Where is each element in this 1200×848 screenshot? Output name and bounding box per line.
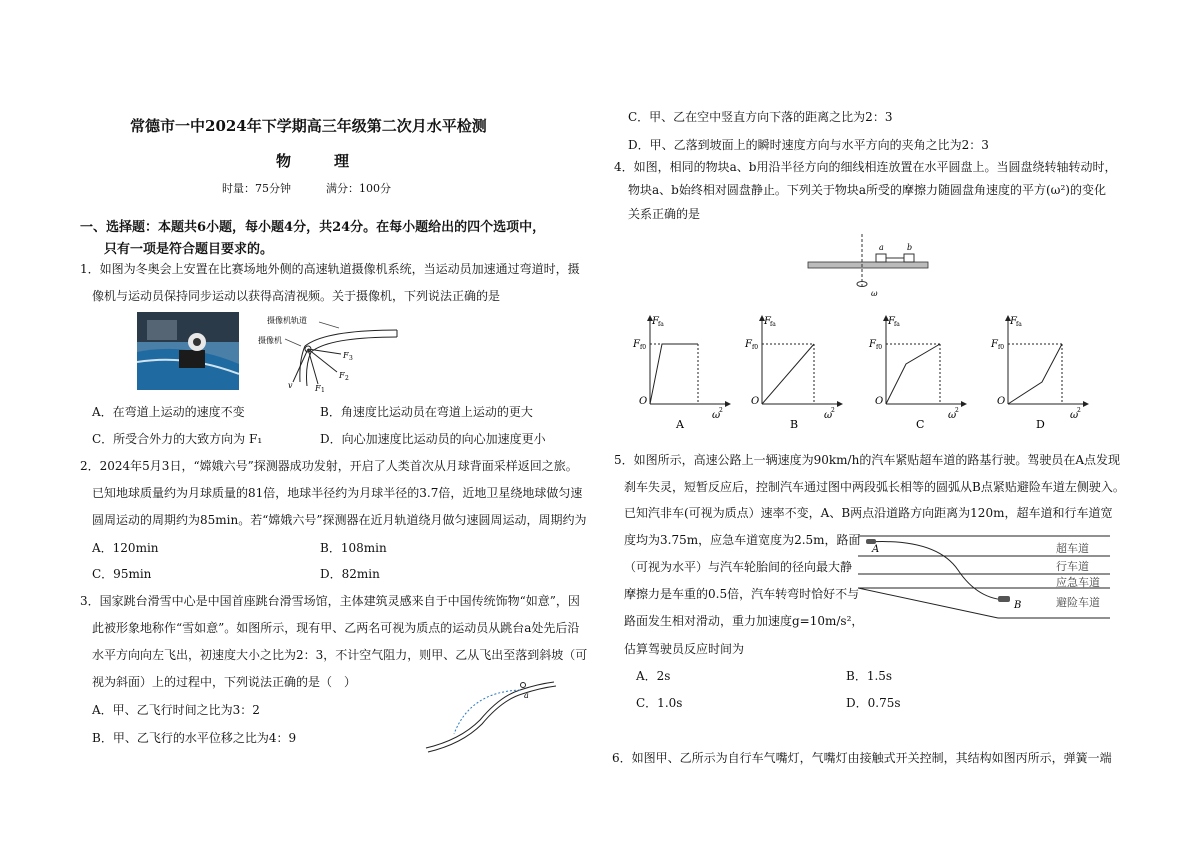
q5-stem-line5: （可视为水平）与汽车轮胎间的径向最大静 xyxy=(624,560,853,574)
q4-graph-b-f0: F xyxy=(745,339,752,350)
q4-graph-d-label: D xyxy=(1036,418,1045,431)
q4-graph-a-label: A xyxy=(676,418,684,431)
q1-stem-line1: 1．如图为冬奥会上安置在比赛场地外侧的高速轨道摄像机系统，当运动员加速通过弯道时，摄 xyxy=(80,262,580,276)
q4-graph-a-f: F xyxy=(652,316,659,327)
q4-graph-a xyxy=(632,316,730,431)
q4-graph-d-f: F xyxy=(1010,316,1017,327)
q2-stem-line3: 圆周运动的周期约为85min。若“嫦娥六号”探测器在近月轨道绕月做匀速圆周运动，周期约为 xyxy=(92,513,587,527)
q3-fig-point-a: a xyxy=(524,691,529,700)
q5-stem-line1: 5．如图所示，高速公路上一辆速度为90km/h的汽车紧贴超车道的路基行驶。驾驶员在A点发现 xyxy=(614,453,1120,467)
q4-graph-d-x: ω xyxy=(1070,410,1079,421)
q3-option-d: D．甲、乙落到坡面上的瞬时速度方向与水平方向的夹角之比为2：3 xyxy=(628,138,989,152)
subject-char-2: 理 xyxy=(334,152,352,170)
q1-fig-v: v xyxy=(288,381,293,390)
q4-graph-c-f: F xyxy=(888,316,895,327)
q1-fig-f2: F xyxy=(339,371,345,380)
q4-graph-b-label: B xyxy=(790,418,799,431)
q4-graph-a-x: ω xyxy=(712,410,721,421)
q1-option-b: B．角速度比运动员在弯道上运动的更大 xyxy=(320,405,533,419)
q4-graph-d-f0-sub: f0 xyxy=(998,344,1005,351)
q3-option-c: C．甲、乙在空中竖直方向下落的距离之比为2：3 xyxy=(628,110,893,124)
q1-fig-f3-sub: 3 xyxy=(349,355,353,362)
time-label: 时量：75分钟 xyxy=(222,182,291,195)
q2-stem-line1: 2．2024年5月3日，“嫦娥六号”探测器成功发射，开启了人类首次从月球背面采样返回之旅。 xyxy=(80,459,578,473)
q4-graph-c-x-sup: 2 xyxy=(955,407,959,414)
q2-stem-line2: 已知地球质量约为月球质量的81倍，地球半径约为月球半径的3.7倍，近地卫星绕地球做匀速 xyxy=(92,486,583,500)
q2-option-c: C．95min xyxy=(92,567,152,581)
q4-graph-a-f-sub: fa xyxy=(658,321,664,328)
q3-stem-line4: 视为斜面）上的过程中，下列说法正确的是（ ） xyxy=(92,675,357,689)
q5-option-c: C．1.0s xyxy=(636,696,683,710)
q4-graph-a-x-sup: 2 xyxy=(719,407,723,414)
q5-fig-lane-escape: 避险车道 xyxy=(1056,596,1100,609)
q4-graph-b-x: ω xyxy=(824,410,833,421)
q4-fig-b: b xyxy=(907,243,913,252)
section-heading-line1: 一、选择题：本题共6小题，每小题4分，共24分。在每小题给出的四个选项中， xyxy=(80,220,546,235)
q4-graph-d xyxy=(990,316,1088,431)
q4-graph-b-f0-sub: f0 xyxy=(752,344,759,351)
q4-fig-a: a xyxy=(879,243,884,252)
q3-stem-line3: 水平方向向左飞出，初速度大小之比为2：3，不计空气阻力，则甲、乙从飞出至落到斜坡（可 xyxy=(92,648,588,662)
q4-graph-a-origin: O xyxy=(639,396,648,407)
q4-graph-a-f0-sub: f0 xyxy=(640,344,647,351)
q5-stem-line8: 估算驾驶员反应时间为 xyxy=(624,642,745,656)
q6-stem-line1: 6．如图甲、乙所示为自行车气嘴灯，气嘴灯由接触式开关控制，其结构如图丙所示，弹簧一端 xyxy=(612,751,1112,765)
q5-stem-line2: 刹车失灵，短暂反应后，控制汽车通过图中两段弧长相等的圆弧从B点紧贴避险车道左侧驶入。 xyxy=(624,480,1125,494)
q5-stem-line7: 路面发生相对滑动，重力加速度g=10m/s²， xyxy=(624,614,864,628)
q2-option-a: A．120min xyxy=(92,541,159,555)
section-heading-line2: 只有一项是符合题目要求的。 xyxy=(104,242,274,257)
q5-stem-line3: 已知汽非车(可视为质点）速率不变，A、B两点沿道路方向距离为120m，超车道和行车道宽 xyxy=(624,506,1113,520)
q1-fig-f2-sub: 2 xyxy=(345,375,349,382)
q1-fig-f3: F xyxy=(343,351,349,360)
score-label: 满分：100分 xyxy=(326,182,391,195)
q4-stem-line2: 物块a、b始终相对圆盘静止。下列关于物块a所受的摩擦力随圆盘角速度的平方(ω²)的变化 xyxy=(628,183,1106,197)
q4-stem-line3: 关系正确的是 xyxy=(628,207,701,221)
q3-option-b: B．甲、乙飞行的水平位移之比为4：9 xyxy=(92,731,297,745)
q4-option-graphs xyxy=(630,312,1100,432)
q4-graph-d-f-sub: fa xyxy=(1016,321,1022,328)
exam-title: 常德市一中2024年下学期高三年级第二次月水平检测 xyxy=(130,117,487,135)
q5-option-d: D．0.75s xyxy=(846,696,901,710)
q1-force-diagram xyxy=(255,312,405,392)
q1-option-d: D．向心加速度比运动员的向心加速度更小 xyxy=(320,432,546,446)
q5-road-diagram xyxy=(858,530,1114,622)
q5-fig-lane-emergency: 应急车道 xyxy=(1056,576,1100,589)
q2-option-b: B．108min xyxy=(320,541,387,555)
q4-graph-d-origin: O xyxy=(997,396,1006,407)
q5-stem-line6: 摩擦力是车重的0.5倍，汽车转弯时恰好不与 xyxy=(624,587,860,601)
q1-stem-line2: 像机与运动员保持同步运动以获得高清视频。关于摄像机，下列说法正确的是 xyxy=(92,289,501,303)
q4-graph-b-f: F xyxy=(764,316,771,327)
q4-graph-b-x-sup: 2 xyxy=(831,407,835,414)
q4-graph-b-f-sub: fa xyxy=(770,321,776,328)
q4-fig-omega: ω xyxy=(871,289,878,298)
q3-option-a: A．甲、乙飞行时间之比为3：2 xyxy=(92,703,260,717)
q5-fig-lane-drive: 行车道 xyxy=(1056,560,1089,573)
q1-option-a: A．在弯道上运动的速度不变 xyxy=(92,405,245,419)
q4-graph-c-f0-sub: f0 xyxy=(876,344,883,351)
q3-stem-line1: 3．国家跳台滑雪中心是中国首座跳台滑雪场馆，主体建筑灵感来自于中国传统饰物“如意”，因 xyxy=(80,594,580,608)
q4-graph-d-f0: F xyxy=(991,339,998,350)
q4-graph-c-f0: F xyxy=(869,339,876,350)
q1-photo-camera xyxy=(137,312,239,390)
q5-fig-lane-overtake: 超车道 xyxy=(1056,542,1089,555)
q4-disk-diagram xyxy=(800,232,940,300)
q3-slope-diagram xyxy=(420,672,560,754)
q1-fig-f1: F xyxy=(315,384,321,392)
q4-graph-c-origin: O xyxy=(875,396,884,407)
subject-char-1: 物 xyxy=(276,152,294,170)
q4-graph-b-origin: O xyxy=(751,396,760,407)
q4-graph-c xyxy=(868,316,966,431)
q5-fig-point-a: A xyxy=(872,544,880,555)
q3-stem-line2: 此被形象地称作“雪如意”。如图所示，现有甲、乙两名可视为质点的运动员从跳台a处先后沿 xyxy=(92,621,580,635)
q1-fig-f1-sub: 1 xyxy=(321,387,325,392)
q5-option-b: B．1.5s xyxy=(846,669,893,683)
q4-graph-d-x-sup: 2 xyxy=(1077,407,1081,414)
q1-fig-camera-label: 摄像机 xyxy=(258,336,282,345)
q4-graph-c-x: ω xyxy=(948,410,957,421)
q4-graph-a-f0: F xyxy=(633,339,640,350)
q2-option-d: D．82min xyxy=(320,567,380,581)
q5-fig-point-b: B xyxy=(1014,600,1022,611)
q4-stem-line1: 4．如图，相同的物块a、b用沿半径方向的细线相连放置在水平圆盘上。当圆盘绕转轴转动时， xyxy=(614,160,1117,174)
q4-graph-b xyxy=(744,316,842,431)
q4-graph-c-label: C xyxy=(916,418,925,431)
q1-fig-track-label: 摄像机轨道 xyxy=(267,316,307,325)
q4-graph-c-f-sub: fa xyxy=(894,321,900,328)
q5-option-a: A．2s xyxy=(636,669,671,683)
q1-option-c: C．所受合外力的大致方向为 F₁ xyxy=(92,432,263,446)
q5-stem-line4: 度均为3.75m，应急车道宽度为2.5m，路面 xyxy=(624,533,861,547)
